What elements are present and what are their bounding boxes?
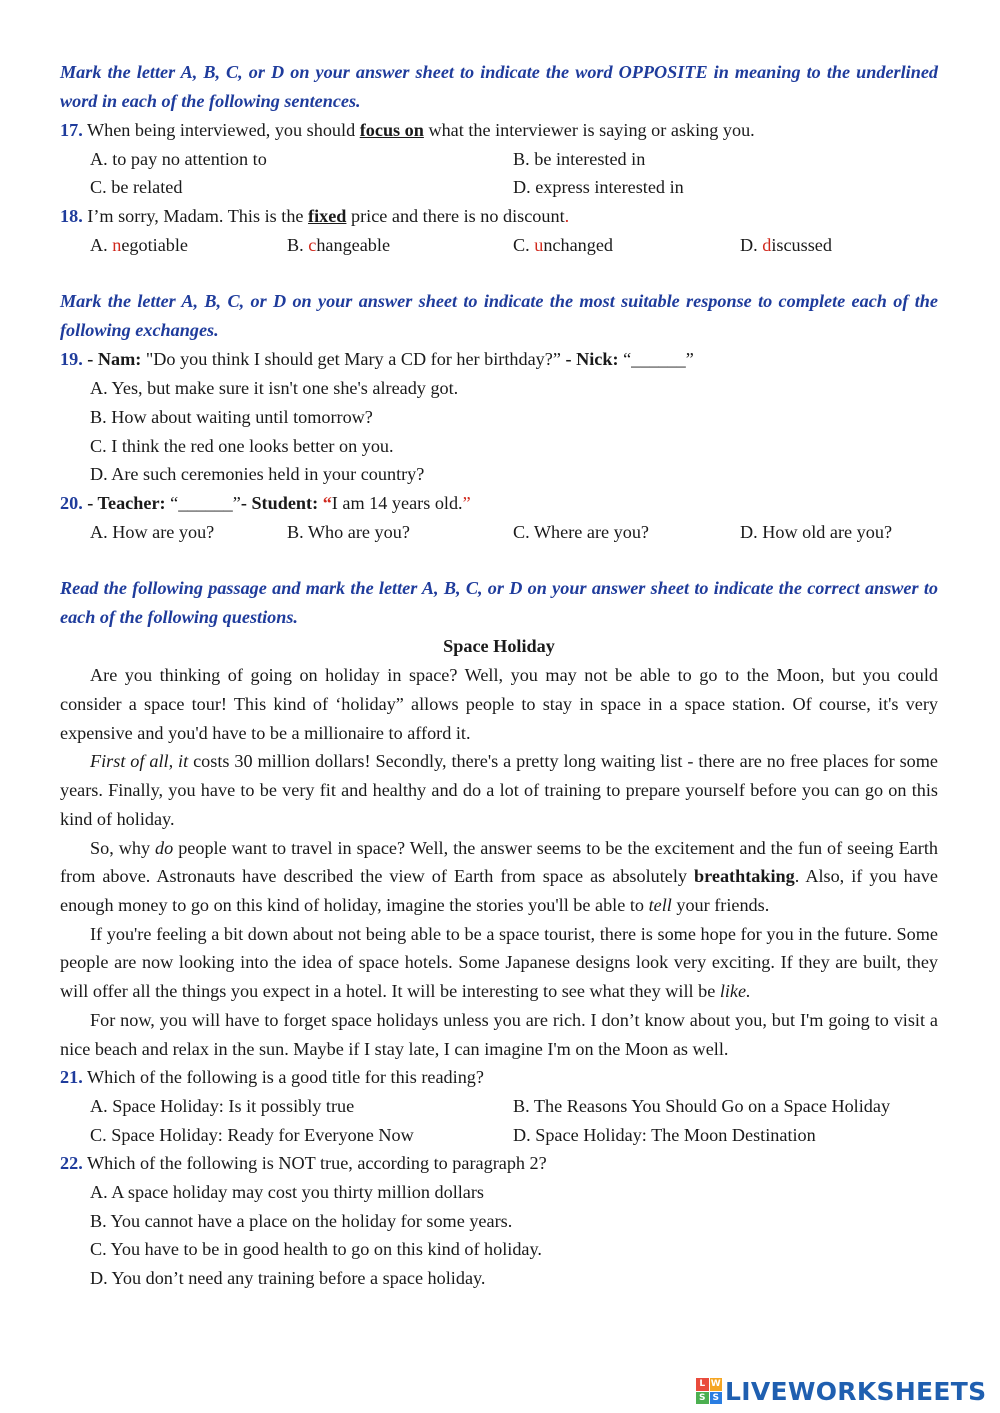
speaker-1: - Teacher: bbox=[87, 492, 166, 513]
speaker-1-text: "Do you think I should get Mary a CD for her birthday?” bbox=[145, 349, 561, 370]
question-text-post: price and there is no discount bbox=[350, 206, 565, 227]
logo-mark-cell: S bbox=[696, 1392, 709, 1405]
option-letter: A. bbox=[90, 234, 113, 255]
question-number: 20. bbox=[60, 492, 83, 513]
option-d[interactable]: D. How old are you? bbox=[740, 521, 893, 542]
option-c[interactable]: C. I think the red one looks better on you. bbox=[90, 435, 394, 456]
option-rest: hangeable bbox=[316, 234, 391, 255]
option-d[interactable]: D. You don’t need any training before a space holiday. bbox=[90, 1268, 486, 1289]
option-letter: B. bbox=[287, 234, 309, 255]
options-row bbox=[60, 1092, 938, 1121]
answer-blank[interactable]: “______” bbox=[170, 492, 241, 513]
question-number: 21. bbox=[60, 1067, 83, 1088]
option-b[interactable]: B. The Reasons You Should Go on a Space Holiday bbox=[513, 1095, 891, 1116]
option-first-letter: d bbox=[762, 234, 772, 255]
logo-mark-icon bbox=[696, 1378, 722, 1404]
answer-blank[interactable]: “______” bbox=[623, 349, 694, 370]
option-b[interactable]: B. How about waiting until tomorrow? bbox=[90, 406, 373, 427]
question-19 bbox=[60, 345, 938, 374]
section3-instruction: Read the following passage and mark the letter A, B, C, or D on your answer sheet to indicate the correct answer to each of the following questions. bbox=[60, 578, 938, 628]
option-b[interactable]: B. be interested in bbox=[513, 148, 646, 169]
logo-mark-cell: L bbox=[696, 1378, 709, 1391]
logo-brand-text: LIVEWORKSHEETS bbox=[725, 1376, 987, 1406]
paragraph-text: costs 30 million dollars! Secondly, there's a pretty long waiting list - there are no free places for some years. Finally, you have to be very fit and healthy and do a lot of training to prepare yourself before you can go on this kind of holiday. bbox=[60, 751, 938, 829]
options-row bbox=[60, 1121, 938, 1150]
underlined-word: fixed bbox=[308, 206, 347, 227]
option-d[interactable]: D. Are such ceremonies held in your country? bbox=[90, 464, 425, 485]
question-text: Which of the following is NOT true, according to paragraph 2? bbox=[86, 1153, 547, 1174]
option-a[interactable]: A. Yes, but make sure it isn't one she's already got. bbox=[90, 378, 459, 399]
question-17 bbox=[60, 116, 938, 145]
question-number: 19. bbox=[60, 349, 83, 370]
logo-mark-cell: W bbox=[710, 1379, 721, 1390]
worksheet-page bbox=[60, 58, 938, 1293]
option-first-letter: u bbox=[534, 234, 544, 255]
speaker-1: - Nam: bbox=[87, 349, 142, 370]
option-a[interactable] bbox=[90, 231, 188, 260]
paragraph-text: your friends. bbox=[671, 895, 770, 915]
passage-paragraph-3 bbox=[60, 834, 938, 920]
option-letter: C. bbox=[513, 234, 535, 255]
speaker-2: - Student: bbox=[240, 492, 319, 513]
option-d[interactable]: D. Space Holiday: The Moon Destination bbox=[513, 1124, 816, 1145]
option-a[interactable]: A. to pay no attention to bbox=[90, 148, 267, 169]
speaker-2: - Nick: bbox=[565, 349, 619, 370]
question-number: 22. bbox=[60, 1153, 83, 1174]
paragraph-text: people want to travel in space? Well, the answer seems to be the excitement and the fun of seeing Earth from above. Astronauts have described the view of Earth from space as absolutely bbox=[60, 837, 939, 887]
underlined-word: focus on bbox=[359, 120, 424, 140]
option-a[interactable]: A. How are you? bbox=[90, 521, 215, 542]
option-d[interactable]: D. express interested in bbox=[513, 177, 684, 198]
option-c[interactable]: C. Where are you? bbox=[513, 521, 650, 542]
option-c[interactable]: C. You have to be in good health to go on this kind of holiday. bbox=[90, 1239, 542, 1260]
question-22 bbox=[60, 1149, 938, 1178]
liveworksheets-logo[interactable] bbox=[696, 1374, 986, 1408]
options-row bbox=[60, 173, 938, 202]
option-c[interactable]: C. be related bbox=[90, 177, 183, 198]
passage-paragraph-2 bbox=[60, 747, 938, 833]
close-quote: ” bbox=[462, 492, 471, 513]
passage-paragraph-1: Are you thinking of going on holiday in space? Well, you may not be able to go to the Moon, but you could consider a space tour! This kind of ‘holiday” allows people to stay in space in a space station. Of course, it's very expensive and you'd have to be a millionaire to afford it. bbox=[60, 665, 938, 743]
paragraph-text: So, why bbox=[90, 837, 156, 858]
open-quote: “ bbox=[322, 492, 332, 513]
option-letter: D. bbox=[740, 234, 763, 255]
option-rest: nchanged bbox=[543, 234, 614, 255]
bold-word: breathtaking bbox=[694, 866, 795, 887]
option-c[interactable] bbox=[513, 231, 613, 260]
question-number: 18. bbox=[60, 206, 83, 227]
section1-instruction: Mark the letter A, B, C, or D on your answer sheet to indicate the word OPPOSITE in meaning to the underlined word in each of the following sentences. bbox=[60, 62, 938, 111]
question-20 bbox=[60, 489, 938, 518]
italic-phrase: First of all, it bbox=[90, 751, 189, 772]
speaker-2-text: I am 14 years old. bbox=[331, 492, 463, 513]
question-end-mark: . bbox=[564, 206, 570, 227]
options-row bbox=[60, 518, 938, 547]
question-text-pre: When being interviewed, you should bbox=[86, 120, 356, 140]
option-b[interactable] bbox=[287, 231, 390, 260]
option-first-letter: n bbox=[112, 234, 122, 255]
option-a[interactable]: A. A space holiday may cost you thirty million dollars bbox=[90, 1182, 485, 1202]
question-text-pre: I’m sorry, Madam. This is the bbox=[87, 206, 304, 227]
italic-word: like. bbox=[719, 981, 751, 1002]
section2-instruction: Mark the letter A, B, C, or D on your answer sheet to indicate the most suitable response to complete each of the following exchanges. bbox=[60, 291, 938, 341]
option-first-letter: c bbox=[308, 234, 317, 255]
option-rest: egotiable bbox=[121, 234, 188, 255]
logo-mark-cell: S bbox=[710, 1392, 723, 1405]
question-number: 17. bbox=[60, 120, 83, 140]
passage-paragraph-4 bbox=[60, 920, 938, 1006]
option-rest: iscussed bbox=[771, 234, 832, 255]
options-row bbox=[60, 145, 938, 174]
option-b[interactable]: B. Who are you? bbox=[287, 521, 410, 542]
question-text: Which of the following is a good title for this reading? bbox=[86, 1067, 484, 1088]
passage-title: Space Holiday bbox=[443, 636, 555, 657]
italic-word: tell bbox=[648, 895, 672, 915]
option-d[interactable] bbox=[740, 231, 832, 260]
question-18 bbox=[60, 202, 938, 231]
passage-paragraph-5: For now, you will have to forget space holidays unless you are rich. I don’t know about you, but I'm going to visit a nice beach and relax in the sun. Maybe if I stay late, I can imagine I'm on the Moon as well. bbox=[60, 1009, 938, 1059]
italic-word: do bbox=[155, 837, 174, 858]
paragraph-text: . Also, if you have enough money to go on this kind of holiday, imagine the stories you'll be able to bbox=[60, 866, 938, 915]
question-text-post: what the interviewer is saying or asking you. bbox=[428, 120, 755, 140]
question-21 bbox=[60, 1063, 938, 1092]
options-row bbox=[60, 231, 938, 260]
option-c[interactable]: C. Space Holiday: Ready for Everyone Now bbox=[90, 1124, 414, 1145]
option-b[interactable]: B. You cannot have a place on the holiday for some years. bbox=[90, 1210, 513, 1231]
option-a[interactable]: A. Space Holiday: Is it possibly true bbox=[90, 1095, 355, 1116]
paragraph-text: If you're feeling a bit down about not being able to be a space tourist, there is some hope for you in the future. Some people are now looking into the idea of space hotels. Some Japanese designs look very exciting. If they are built, they will offer all the things you expect in a hotel. It will be interesting to see what they will be bbox=[60, 923, 938, 1002]
